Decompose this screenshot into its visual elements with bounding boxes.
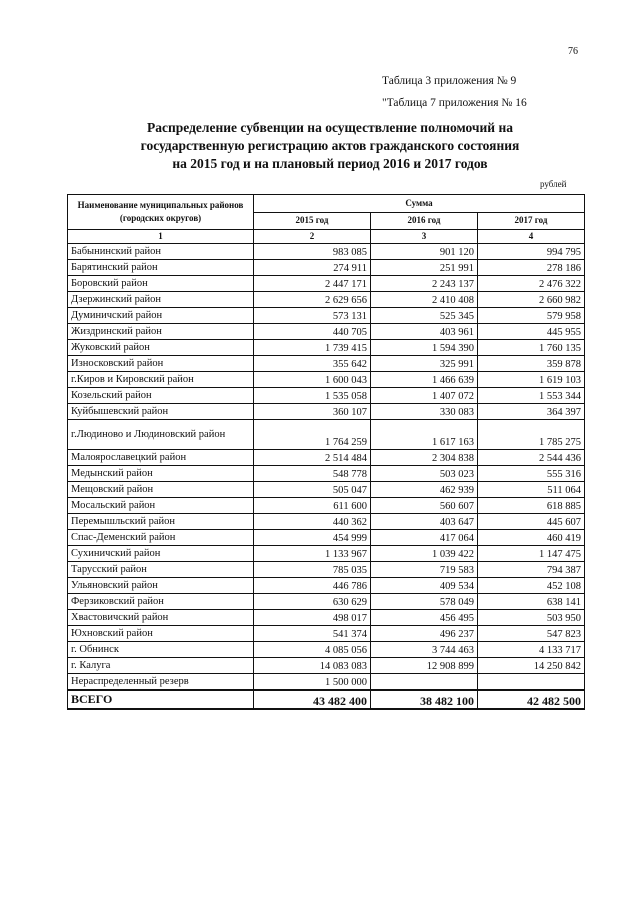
amount-2015: 2 629 656	[254, 292, 371, 308]
table-row	[68, 466, 585, 482]
table-row	[68, 308, 585, 324]
amount-2016: 496 237	[371, 626, 478, 642]
table-row	[68, 498, 585, 514]
amount-2017: 359 878	[478, 356, 585, 372]
table-row	[68, 420, 585, 450]
amount-2016: 330 083	[371, 404, 478, 420]
amount-2017: 14 250 842	[478, 658, 585, 674]
amount-2016: 403 647	[371, 514, 478, 530]
amount-2017: 511 064	[478, 482, 585, 498]
amount-2016: 719 583	[371, 562, 478, 578]
amount-2015: 454 999	[254, 530, 371, 546]
district-name: Спас-Деменский район	[68, 530, 254, 546]
total-row	[68, 690, 585, 709]
amount-2016: 403 961	[371, 324, 478, 340]
amount-2016: 1 039 422	[371, 546, 478, 562]
amount-2016: 2 410 408	[371, 292, 478, 308]
amount-2015: 440 362	[254, 514, 371, 530]
district-name: Юхновский район	[68, 626, 254, 642]
district-name: Нераспределенный резерв	[68, 674, 254, 691]
page-number: 76	[568, 46, 578, 57]
amount-2017: 445 607	[478, 514, 585, 530]
district-name: г.Киров и Кировский район	[68, 372, 254, 388]
district-name: Мещовский район	[68, 482, 254, 498]
amount-2015: 1 600 043	[254, 372, 371, 388]
table-row	[68, 450, 585, 466]
district-name: Ферзиковский район	[68, 594, 254, 610]
district-name: Жуковский район	[68, 340, 254, 356]
amount-2017: 445 955	[478, 324, 585, 340]
amount-2015: 446 786	[254, 578, 371, 594]
amount-2015: 4 085 056	[254, 642, 371, 658]
col-index-1: 1	[68, 230, 254, 244]
amount-2015: 1 535 058	[254, 388, 371, 404]
amount-2016: 409 534	[371, 578, 478, 594]
header-name: Наименование муниципальных районов (городских округов)	[68, 195, 254, 230]
table-row	[68, 674, 585, 691]
district-name: Боровский район	[68, 276, 254, 292]
amount-2017: 618 885	[478, 498, 585, 514]
total-2017: 42 482 500	[478, 690, 585, 709]
district-name: Думиничский район	[68, 308, 254, 324]
district-name: Медынский район	[68, 466, 254, 482]
district-name: г. Калуга	[68, 658, 254, 674]
amount-2015: 1 133 967	[254, 546, 371, 562]
amount-2015: 573 131	[254, 308, 371, 324]
header-year-2016: 2016 год	[371, 212, 478, 230]
table-row	[68, 404, 585, 420]
amount-2016: 1 466 639	[371, 372, 478, 388]
amount-2017: 364 397	[478, 404, 585, 420]
amount-2017: 1 147 475	[478, 546, 585, 562]
amount-2015: 505 047	[254, 482, 371, 498]
amount-2016: 417 064	[371, 530, 478, 546]
amount-2015: 1 764 259	[254, 420, 371, 450]
table-body	[68, 244, 585, 691]
district-name: Дзержинский район	[68, 292, 254, 308]
table-row	[68, 292, 585, 308]
district-name: г.Людиново и Людиновский район	[68, 420, 254, 450]
amount-2017: 1 785 275	[478, 420, 585, 450]
table-row	[68, 530, 585, 546]
table-row	[68, 482, 585, 498]
district-name: Козельский район	[68, 388, 254, 404]
amount-2015: 440 705	[254, 324, 371, 340]
amount-2016: 1 594 390	[371, 340, 478, 356]
amount-2017	[478, 674, 585, 691]
amount-2015: 360 107	[254, 404, 371, 420]
amount-2017: 547 823	[478, 626, 585, 642]
amount-2017: 2 660 982	[478, 292, 585, 308]
table-row	[68, 260, 585, 276]
amount-2016: 325 991	[371, 356, 478, 372]
col-index-3: 3	[371, 230, 478, 244]
header-year-2017: 2017 год	[478, 212, 585, 230]
district-name: Перемышльский район	[68, 514, 254, 530]
total-2016: 38 482 100	[371, 690, 478, 709]
amount-2015: 274 911	[254, 260, 371, 276]
amount-2017: 2 544 436	[478, 450, 585, 466]
amount-2017: 278 186	[478, 260, 585, 276]
amount-2017: 503 950	[478, 610, 585, 626]
district-name: Тарусский район	[68, 562, 254, 578]
amount-2015: 1 739 415	[254, 340, 371, 356]
amount-2016: 2 243 137	[371, 276, 478, 292]
amount-2016: 462 939	[371, 482, 478, 498]
amount-2015: 1 500 000	[254, 674, 371, 691]
table-row	[68, 642, 585, 658]
amount-2017: 1 619 103	[478, 372, 585, 388]
amount-2017: 638 141	[478, 594, 585, 610]
reference-line-2: "Таблица 7 приложения № 16	[382, 97, 527, 109]
amount-2016: 560 607	[371, 498, 478, 514]
table-row	[68, 244, 585, 260]
table-row	[68, 546, 585, 562]
total-label: ВСЕГО	[68, 690, 254, 709]
amount-2016: 1 407 072	[371, 388, 478, 404]
amount-2016: 525 345	[371, 308, 478, 324]
col-index-2: 2	[254, 230, 371, 244]
amount-2015: 355 642	[254, 356, 371, 372]
amount-2015: 541 374	[254, 626, 371, 642]
amount-2015: 630 629	[254, 594, 371, 610]
table-row	[68, 388, 585, 404]
amount-2017: 1 553 344	[478, 388, 585, 404]
reference-line-1: Таблица 3 приложения № 9	[382, 75, 517, 87]
amount-2016: 1 617 163	[371, 420, 478, 450]
amount-2015: 2 514 484	[254, 450, 371, 466]
amount-2016: 503 023	[371, 466, 478, 482]
amount-2016: 456 495	[371, 610, 478, 626]
district-name: Бабынинский район	[68, 244, 254, 260]
header-year-2015: 2015 год	[254, 212, 371, 230]
amount-2015: 14 083 083	[254, 658, 371, 674]
document-title	[70, 119, 590, 173]
amount-2015: 785 035	[254, 562, 371, 578]
amount-2017: 579 958	[478, 308, 585, 324]
table-row	[68, 578, 585, 594]
table-row	[68, 610, 585, 626]
amount-2017: 2 476 322	[478, 276, 585, 292]
amount-2015: 611 600	[254, 498, 371, 514]
amount-2015: 983 085	[254, 244, 371, 260]
amount-2016: 3 744 463	[371, 642, 478, 658]
table-row	[68, 658, 585, 674]
col-index-4: 4	[478, 230, 585, 244]
amount-2017: 460 419	[478, 530, 585, 546]
district-name: Барятинский район	[68, 260, 254, 276]
title-line-2: государственную регистрацию актов гражданского состояния	[140, 138, 520, 153]
table-row	[68, 276, 585, 292]
title-line-3: на 2015 год и на плановый период 2016 и 2017 годов	[172, 156, 488, 171]
table-row	[68, 372, 585, 388]
district-name: Жиздринский район	[68, 324, 254, 340]
amount-2017: 555 316	[478, 466, 585, 482]
district-name: Мосальский район	[68, 498, 254, 514]
table-row	[68, 594, 585, 610]
header-sum: Сумма	[254, 195, 585, 213]
district-name: Износковский район	[68, 356, 254, 372]
amount-2016: 251 991	[371, 260, 478, 276]
district-name: г. Обнинск	[68, 642, 254, 658]
district-name: Малоярославецкий район	[68, 450, 254, 466]
table-row	[68, 626, 585, 642]
table-row	[68, 562, 585, 578]
total-2015: 43 482 400	[254, 690, 371, 709]
amount-2015: 498 017	[254, 610, 371, 626]
district-name: Ульяновский район	[68, 578, 254, 594]
district-name: Хвастовичский район	[68, 610, 254, 626]
unit-label: рублей	[540, 179, 567, 189]
amount-2015: 548 778	[254, 466, 371, 482]
amount-2016	[371, 674, 478, 691]
amount-2017: 4 133 717	[478, 642, 585, 658]
amount-2017: 794 387	[478, 562, 585, 578]
amount-2017: 452 108	[478, 578, 585, 594]
subvention-table	[67, 194, 585, 710]
table-row	[68, 324, 585, 340]
amount-2015: 2 447 171	[254, 276, 371, 292]
amount-2016: 578 049	[371, 594, 478, 610]
amount-2016: 901 120	[371, 244, 478, 260]
amount-2016: 2 304 838	[371, 450, 478, 466]
amount-2016: 12 908 899	[371, 658, 478, 674]
amount-2017: 1 760 135	[478, 340, 585, 356]
district-name: Сухиничский район	[68, 546, 254, 562]
table-row	[68, 356, 585, 372]
title-line-1: Распределение субвенции на осуществление полномочий на	[147, 120, 513, 135]
district-name: Куйбышевский район	[68, 404, 254, 420]
table-row	[68, 514, 585, 530]
table-row	[68, 340, 585, 356]
amount-2017: 994 795	[478, 244, 585, 260]
